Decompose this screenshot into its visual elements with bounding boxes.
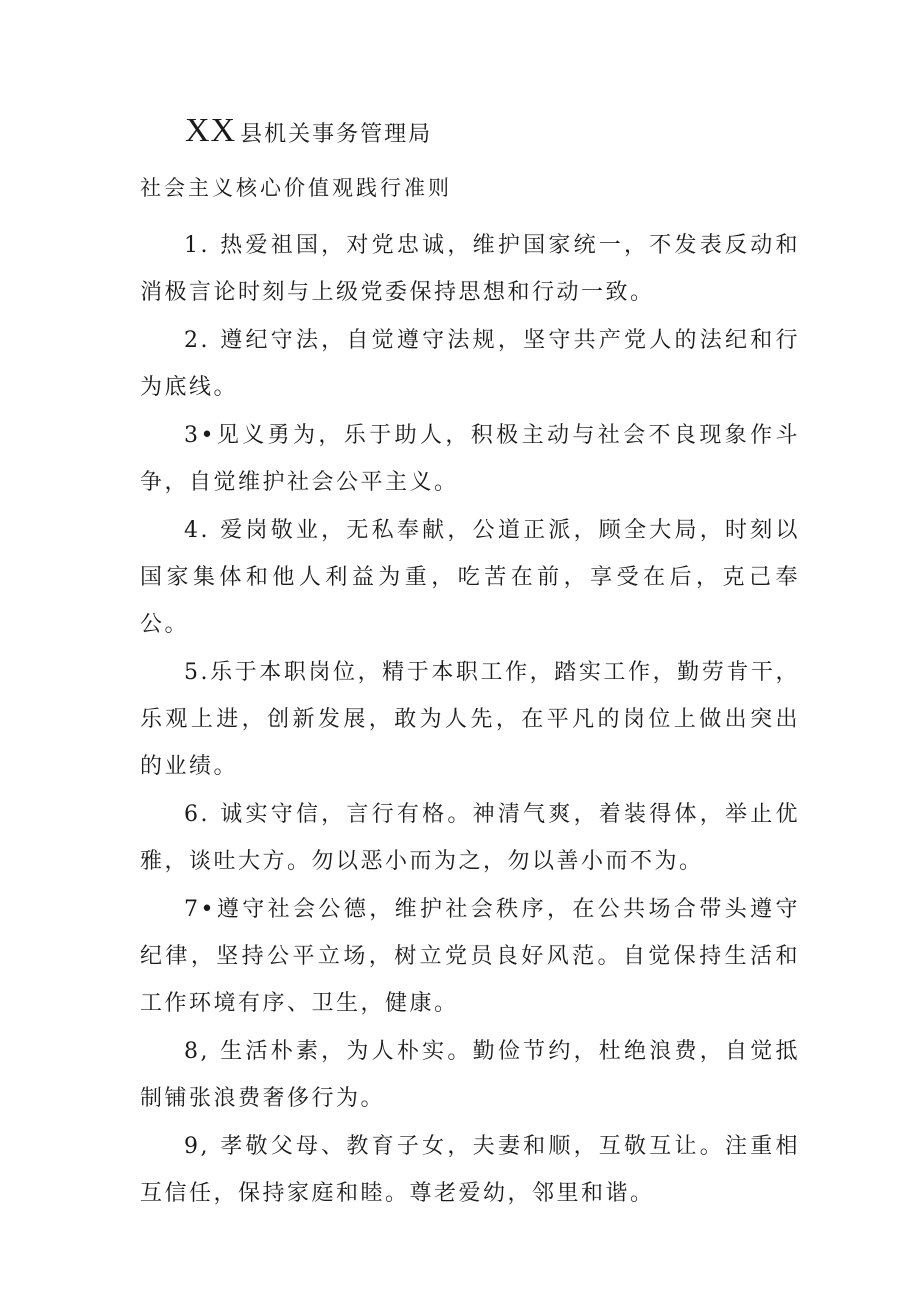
principle-item-2: 2. 遵纪守法，自觉遵守法规，坚守共产党人的法纪和行为底线。 bbox=[140, 328, 800, 400]
principle-item-7: 7•遵守社会公德，维护社会秩序，在公共场合带头遵守纪律，坚持公平立场，树立党员良好风范。自觉保持生活和工作环境有序、卫生，健康。 bbox=[140, 897, 800, 1016]
principle-item-4: 4. 爱岗敬业，无私奉献，公道正派，顾全大局，时刻以国家集体和他人利益为重，吃苦在前，享受在后，克己奉公。 bbox=[140, 518, 800, 637]
principle-item-3: 3•见义勇为，乐于助人，积极主动与社会不良现象作斗争，自觉维护社会公平主义。 bbox=[140, 423, 800, 495]
principle-item-9: 9, 孝敬父母、教育子女，夫妻和顺，互敬互让。注重相互信任，保持家庭和睦。尊老爱幼，邻里和谐。 bbox=[140, 1134, 800, 1206]
document-subtitle: 社会主义核心价值观践行准则 bbox=[140, 176, 452, 200]
document-title bbox=[185, 112, 432, 150]
title-prefix: XX bbox=[185, 112, 237, 149]
principles-list bbox=[140, 222, 800, 1218]
title-text: 县机关事务管理局 bbox=[240, 122, 433, 147]
principle-item-5: 5.乐于本职岗位，精于本职工作，踏实工作，勤劳肯干，乐观上进，创新发展，敢为人先，在平凡的岗位上做出突出的业绩。 bbox=[140, 660, 800, 779]
principle-item-6: 6. 诚实守信，言行有格。神清气爽，着装得体，举止优雅，谈吐大方。勿以恶小而为之，勿以善小而不为。 bbox=[140, 802, 800, 874]
principle-item-1: 1. 热爱祖国，对党忠诚，维护国家统一，不发表反动和消极言论时刻与上级党委保持思想和行动一致。 bbox=[140, 233, 800, 305]
principle-item-8: 8, 生活朴素，为人朴实。勤俭节约，杜绝浪费，自觉抵制铺张浪费奢侈行为。 bbox=[140, 1039, 800, 1111]
